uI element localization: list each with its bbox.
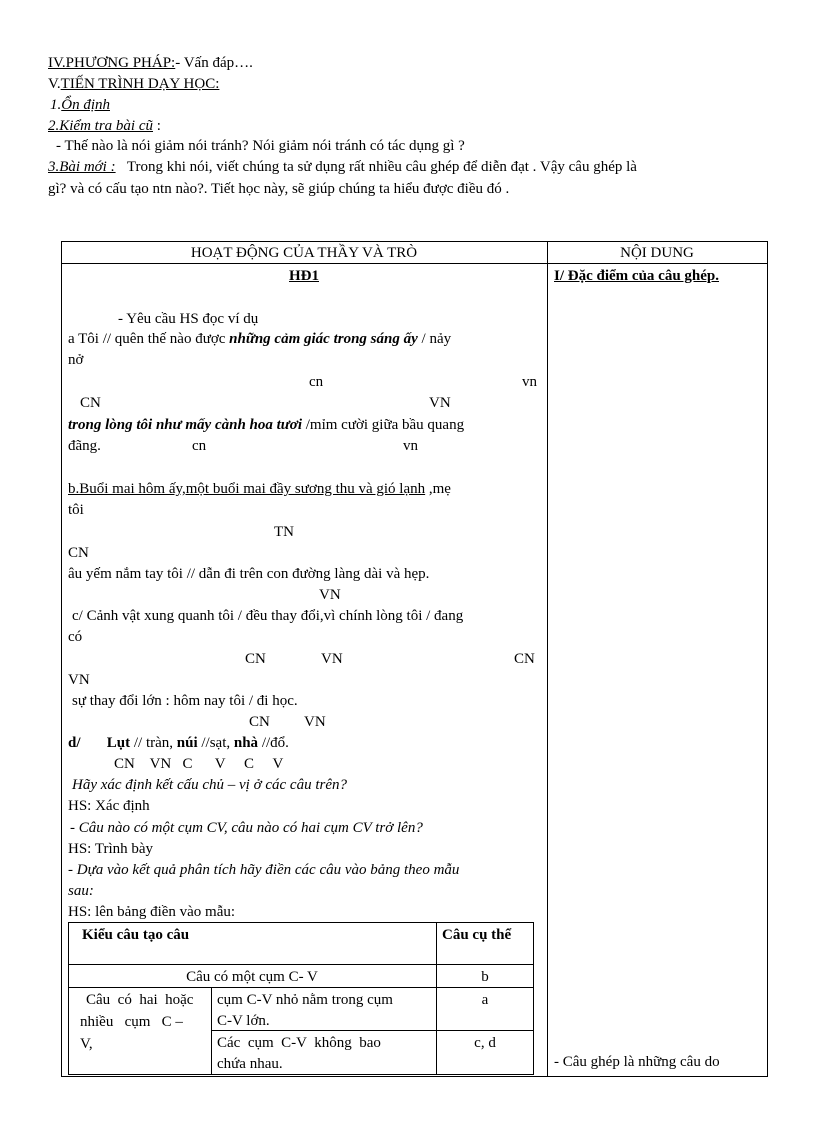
example-c-line1: c/ Cảnh vật xung quanh tôi / đều thay đổi,vì chính lòng tôi / đang [72, 608, 464, 624]
kiem-tra-line [48, 117, 161, 135]
inner-h2: Câu cụ thể [442, 927, 512, 943]
example-b-line3: âu yếm nắm tay tôi // dẫn đi trên con đường làng dài và hẹp. [68, 566, 430, 582]
inner-r2a-l1: cụm C-V nhỏ nằm trong cụm [217, 992, 393, 1008]
phuong-phap-label: IV.PHƯƠNG PHÁP: [48, 55, 176, 71]
inner-r1c2: b [481, 969, 489, 985]
hs-answer-1: HS: Xác định [68, 798, 150, 814]
example-d-lut: Lụt [106, 735, 131, 751]
example-a-line1 [68, 330, 451, 348]
example-b-line2: tôi [68, 502, 84, 518]
question-3b: sau: [68, 883, 94, 899]
bai-moi-text2: gì? và có cấu tạo ntn nào?. Tiết học này, sẽ giúp chúng ta hiểu được điều đó . [48, 181, 510, 197]
example-c-line2: sự thay đổi lớn : hôm nay tôi / đi học. [72, 693, 298, 709]
phuong-phap-value: - Vấn đáp…. [175, 55, 253, 71]
inner-r1c1: Câu có một cụm C- V [186, 969, 318, 985]
example-d-t3: //đổ. [258, 735, 289, 751]
kiem-tra-label: 2.Kiểm tra bài cũ [48, 118, 153, 134]
example-a-bold2: trong lòng tôi như mấy cành hoa tươi [68, 417, 302, 433]
example-d-line [68, 734, 289, 752]
example-b-line1 [68, 480, 451, 498]
example-c-CN2: CN [514, 651, 535, 667]
example-a-vn2: vn [403, 438, 418, 454]
example-b-CN: CN [68, 545, 89, 561]
example-a-cn: cn [309, 374, 324, 390]
example-a-CN: CN [80, 395, 101, 411]
example-a-cn2: cn [192, 438, 207, 454]
example-b-VN: VN [319, 587, 341, 603]
on-dinh-label: Ổn định [61, 97, 110, 113]
example-b-end: ,mẹ [425, 481, 451, 497]
question-1: Hãy xác định kết cấu chủ – vị ở các câu trên? [72, 777, 347, 793]
inner-rule-1 [68, 964, 533, 965]
main-table-divider [547, 241, 548, 1076]
example-a-prefix: a Tôi // quên thế nào được [68, 331, 230, 347]
col1-header: HOẠT ĐỘNG CỦA THẦY VÀ TRÒ [190, 245, 418, 261]
example-a-vn: vn [522, 374, 537, 390]
kiem-tra-question: - Thế nào là nói giảm nói tránh? Nói giảm nói tránh có tác dụng gì ? [56, 138, 465, 154]
inner-h1: Kiểu câu tạo câu [82, 927, 190, 943]
tien-trinh-line [48, 75, 219, 93]
example-b-text: b.Buổi mai hôm ấy,một buổi mai đầy sương thu và gió lạnh [68, 481, 426, 497]
tien-trinh-prefix: V. [48, 76, 61, 92]
main-table-header-rule [61, 263, 767, 264]
hs-answer-2: HS: Trình bày [68, 841, 154, 857]
kiem-tra-colon: : [156, 118, 161, 134]
hs-answer-3: HS: lên bảng điền vào mẫu: [68, 904, 236, 920]
inner-r2c1-l2: nhiều cụm C – [80, 1014, 183, 1030]
bai-moi-line [48, 158, 637, 176]
inner-divider-left [211, 987, 212, 1074]
example-d-marks: CN VN C V C V [114, 756, 284, 772]
question-3a: - Dựa vào kết quả phân tích hãy điền các câu vào bảng theo mẫu [68, 862, 460, 878]
hd1-title: HĐ1 [289, 268, 319, 284]
example-c-VN3: VN [304, 714, 326, 730]
example-a-line4 [68, 416, 464, 434]
inner-r2a-c3: a [481, 992, 489, 1008]
example-b-TN: TN [274, 524, 294, 540]
example-a-VN: VN [429, 395, 451, 411]
content-bottom: - Câu ghép là những câu do [554, 1054, 720, 1070]
inner-r2b-l1: Các cụm C-V không bao [217, 1035, 381, 1051]
example-c-VN2: VN [68, 672, 90, 688]
inner-r2c1-l1: Câu có hai hoặc [86, 992, 194, 1008]
inner-r2a-l2: C-V lớn. [217, 1013, 270, 1029]
question-2: - Câu nào có một cụm CV, câu nào có hai cụm CV trở lên? [70, 820, 423, 836]
inner-r2b-c3: c, d [474, 1035, 496, 1051]
inner-rule-2 [68, 987, 533, 988]
example-d-nui: núi [176, 735, 198, 751]
bai-moi-label: 3.Bài mới : [48, 159, 116, 175]
example-d-nha: nhà [233, 735, 259, 751]
example-c-CN3: CN [249, 714, 270, 730]
example-d-label: d/ [68, 735, 81, 751]
content-title: I/ Đặc điểm của câu ghép. [554, 268, 719, 284]
on-dinh-prefix: 1. [50, 97, 62, 113]
example-c-CN1: CN [245, 651, 266, 667]
example-d-t2: //sạt, [197, 735, 234, 751]
example-a-line2: nở [68, 352, 84, 368]
inner-r2c1-l3: V, [80, 1036, 93, 1052]
phuong-phap-line [48, 54, 253, 72]
example-a-rest: /mỉm cười giữa bầu quang [302, 417, 465, 433]
example-d-t1: // tràn, [130, 735, 177, 751]
col2-header: NỘI DUNG [620, 245, 694, 261]
inner-rule-3 [211, 1030, 533, 1031]
example-a-line5: đãng. [68, 438, 101, 454]
inner-r2b-l2: chứa nhau. [217, 1056, 283, 1072]
bai-moi-text1: Trong khi nói, viết chúng ta sử dụng rất nhiều câu ghép để diễn đạt . Vậy câu ghép là [126, 159, 637, 175]
example-c-VN1: VN [321, 651, 343, 667]
tien-trinh-label: TIẾN TRÌNH DẠY HỌC: [60, 76, 220, 92]
on-dinh-line [50, 96, 110, 114]
example-a-suffix: / nảy [417, 331, 452, 347]
example-a-bold: những cảm giác trong sáng ấy [229, 331, 418, 347]
request-line: - Yêu cầu HS đọc ví dụ [118, 311, 259, 327]
example-c-line1b: có [68, 629, 83, 645]
